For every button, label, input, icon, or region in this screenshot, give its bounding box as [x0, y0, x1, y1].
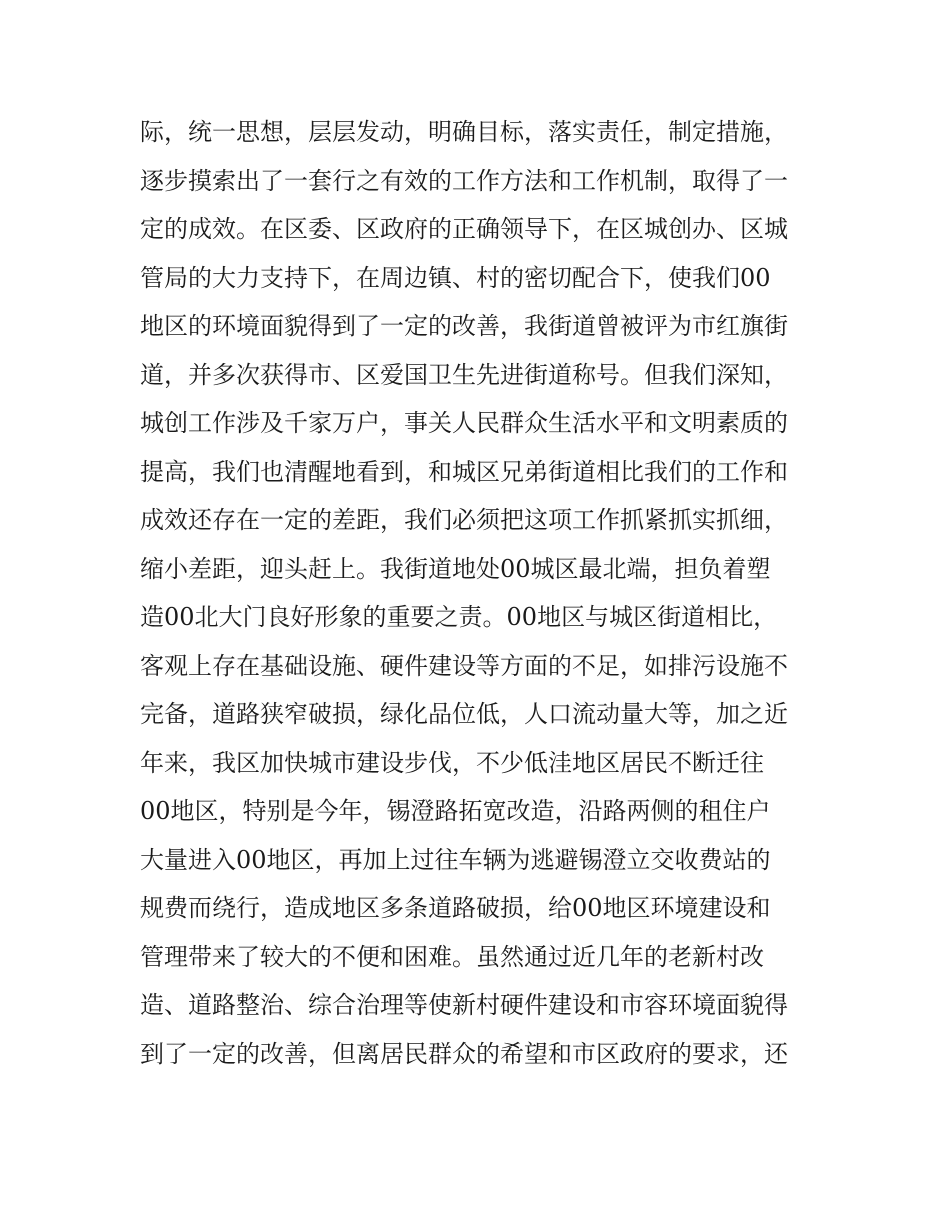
text-line-4: 管局的大力支持下，在周边镇、村的密切配合下，使我们00	[140, 263, 771, 292]
text-line-7: 城创工作涉及千家万户，事关人民群众生活水平和文明素质的	[140, 409, 788, 437]
text-line-12: 客观上存在基础设施、硬件建设等方面的不足，如排污设施不	[140, 651, 788, 680]
text-line-19: 造、道路整治、综合治理等使新村硬件建设和市容环境面貌得	[140, 991, 788, 1019]
text-line-6: 道，并多次获得市、区爱国卫生先进街道称号。但我们深知，	[140, 360, 788, 389]
text-line-8: 提高，我们也清醒地看到，和城区兄弟街道相比我们的工作和	[140, 457, 788, 486]
text-line-18: 管理带来了较大的不便和困难。虽然通过近几年的老新村改	[140, 942, 764, 971]
text-line-9: 成效还存在一定的差距，我们必须把这项工作抓紧抓实抓细，	[140, 506, 788, 534]
text-line-20: 到了一定的改善，但离居民群众的希望和市区政府的要求，还	[140, 1039, 788, 1068]
text-line-3: 定的成效。在区委、区政府的正确领导下，在区城创办、区城	[140, 215, 788, 243]
text-line-16: 大量进入00地区，再加上过往车辆为逃避锡澄立交收费站的	[140, 845, 771, 874]
text-line-15: 00地区，特别是今年，锡澄路拓宽改造，沿路两侧的租住户	[140, 797, 771, 825]
text-line-5: 地区的环境面貌得到了一定的改善，我街道曾被评为市红旗街	[140, 312, 788, 340]
text-line-2: 逐步摸索出了一套行之有效的工作方法和工作机制，取得了一	[140, 166, 788, 195]
text-line-17: 规费而绕行，造成地区多条道路破损，给00地区环境建设和	[140, 894, 771, 922]
text-line-10: 缩小差距，迎头赶上。我街道地处00城区最北端，担负着塑	[140, 554, 771, 583]
text-line-14: 年来，我区加快城市建设步伐，不少低洼地区居民不断迁往	[140, 748, 764, 777]
text-line-1: 际，统一思想，层层发动，明确目标，落实责任，制定措施，	[140, 118, 788, 146]
text-line-11: 造00北大门良好形象的重要之责。00地区与城区街道相比，	[140, 603, 778, 631]
text-line-13: 完备，道路狭窄破损，绿化品位低，人口流动量大等，加之近	[140, 700, 788, 728]
body-text	[140, 108, 820, 1078]
